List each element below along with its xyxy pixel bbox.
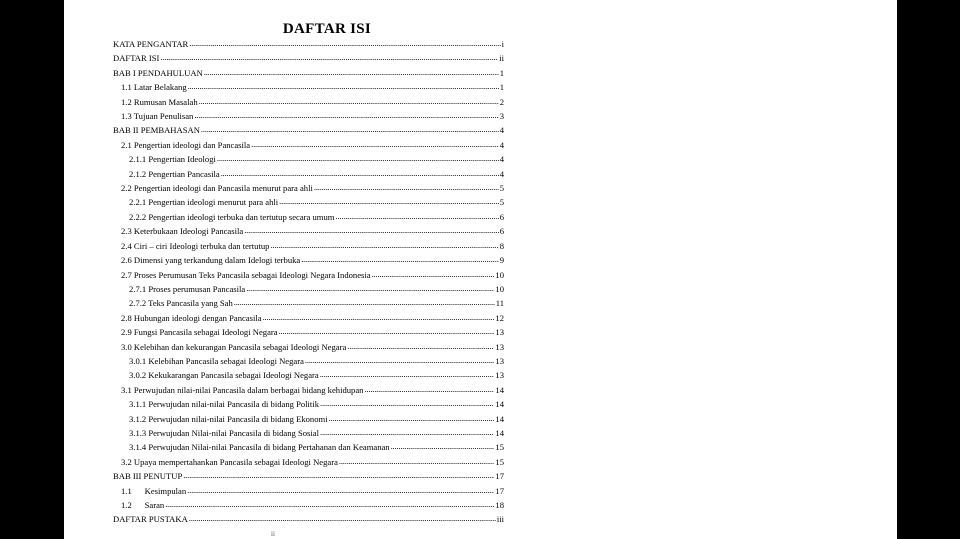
toc-entry-page: 15 [495,442,504,453]
table-of-contents [113,37,504,527]
toc-entry-text: 2.2.1 Pengertian ideologi menurut para ahli [129,197,279,208]
toc-entry-text: 1.2 Saran [121,500,165,510]
toc-entry-2-7-2[interactable] [113,296,504,310]
toc-entry-text: 3.0.2 Kekukarangan Pancasila sebagai Ideologi Negara [129,370,319,381]
toc-entry-3-1[interactable] [113,383,504,397]
toc-entry-kesimpulan[interactable] [113,484,504,498]
toc-entry-page: 5 [499,183,504,194]
toc-entry-page: 14 [495,399,504,410]
toc-dot-leader [305,353,494,367]
toc-entry-page: 2 [499,96,504,107]
toc-entry-page: 6 [499,211,504,222]
toc-entry-text: 3.1.4 Perwujudan Nilai-nilai Pancasila di bidang Pertahanan dan Keamanan [129,442,390,453]
toc-entry-page: 14 [495,384,504,395]
document-page [64,0,897,539]
toc-entry-text: DAFTAR ISI [113,53,160,64]
toc-entry-page: 1 [499,82,504,93]
toc-entry-daftar-isi[interactable] [113,51,504,65]
toc-entry-2-2[interactable] [113,181,504,195]
toc-dot-leader [335,209,498,223]
toc-entry-bab-3[interactable] [113,469,504,483]
toc-dot-leader [189,511,496,525]
toc-entry-text: 2.3 Keterbukaan Ideologi Pancasila [121,226,244,237]
toc-entry-page: 8 [499,240,504,251]
toc-entry-page: 18 [495,500,504,510]
toc-entry-page: 13 [495,341,504,352]
toc-dot-leader [189,36,500,50]
toc-entry-text: 2.4 Ciri – ciri Ideologi terbuka dan tertutup [121,240,270,251]
toc-entry-3-1-4[interactable] [113,440,504,454]
toc-entry-2-1[interactable] [113,138,504,152]
toc-entry-3-1-3[interactable] [113,426,504,440]
toc-entry-text: BAB II PEMBAHASAN [113,125,200,136]
toc-dot-leader [221,166,499,180]
toc-dot-leader [320,425,494,439]
toc-entry-text: 2.7.1 Proses perumusan Pancasila [129,283,246,294]
toc-entry-page: ii [499,53,504,64]
toc-entry-2-6[interactable] [113,253,504,267]
toc-dot-leader [246,281,494,295]
toc-entry-page: 14 [495,413,504,424]
toc-entry-page: 14 [495,427,504,438]
toc-dot-leader [199,94,499,108]
toc-entry-page: iii [496,514,504,525]
toc-entry-2-2-2[interactable] [113,210,504,224]
toc-entry-3-1-1[interactable] [113,397,504,411]
toc-entry-text: DAFTAR PUSTAKA [113,514,188,525]
toc-entry-text: KATA PENGANTAR [113,39,189,49]
toc-entry-2-3[interactable] [113,224,504,238]
toc-dot-leader [201,122,499,136]
toc-entry-page: 13 [495,327,504,338]
toc-dot-leader [329,411,495,425]
toc-entry-page: 15 [495,456,504,467]
toc-dot-leader [339,454,495,468]
toc-dot-leader [314,180,499,194]
toc-entry-2-9[interactable] [113,325,504,339]
toc-dot-leader [194,108,498,122]
toc-dot-leader [320,367,495,381]
toc-entry-daftar-pustaka[interactable] [113,512,504,526]
toc-dot-leader [263,310,495,324]
toc-dot-leader [204,65,499,79]
toc-entry-page: 1 [499,67,504,78]
toc-dot-leader [187,483,494,497]
toc-dot-leader [279,324,495,338]
toc-dot-leader [251,137,499,151]
toc-entry-1-2[interactable] [113,95,504,109]
toc-entry-1-3[interactable] [113,109,504,123]
toc-entry-page: 13 [495,355,504,366]
toc-entry-text: 3.2 Upaya mempertahankan Pancasila sebagai Ideologi Negara [121,456,338,467]
toc-entry-page: 10 [495,269,504,280]
toc-dot-leader [217,151,499,165]
toc-entry-text: 2.7 Proses Perumusan Teks Pancasila sebagai Ideologi Negara Indonesia [121,269,371,280]
toc-entry-text: 1.2 Rumusan Masalah [121,96,198,107]
toc-dot-leader [320,396,494,410]
toc-entry-text: BAB I PENDAHULUAN [113,67,203,78]
toc-entry-text: 1.1 Latar Belakang [121,82,187,93]
toc-entry-3-1-2[interactable] [113,412,504,426]
toc-entry-text: 3.1.1 Perwujudan nilai-nilai Pancasila di bidang Politik [129,399,319,410]
toc-dot-leader [301,252,498,266]
toc-entry-3-0-2[interactable] [113,368,504,382]
toc-entry-3-0[interactable] [113,340,504,354]
toc-entry-text: 2.1.2 Pengertian Pancasila [129,168,220,179]
toc-entry-page: 17 [495,485,504,496]
toc-dot-leader [234,295,495,309]
toc-entry-page: 5 [499,197,504,208]
toc-entry-2-1-1[interactable] [113,152,504,166]
toc-entry-text: 1.1 Kesimpulan [121,485,187,496]
toc-dot-leader [347,339,494,353]
toc-entry-page: 3 [499,111,504,122]
toc-entry-page: 9 [499,255,504,266]
toc-entry-text: 1.3 Tujuan Penulisan [121,111,194,122]
toc-entry-2-2-1[interactable] [113,195,504,209]
toc-entry-kata-pengantar[interactable] [113,37,504,51]
toc-entry-2-7[interactable] [113,268,504,282]
toc-entry-text: 2.8 Hubungan ideologi dengan Pancasila [121,312,262,323]
toc-entry-text: 3.1.2 Perwujudan nilai-nilai Pancasila di bidang Ekonomi [129,413,328,424]
toc-entry-text: 2.6 Dimensi yang terkandung dalam Idelogi terbuka [121,255,301,266]
toc-entry-bab-2[interactable] [113,123,504,137]
toc-entry-3-2[interactable] [113,455,504,469]
toc-entry-page: i [501,39,504,49]
toc-entry-2-1-2[interactable] [113,167,504,181]
toc-dot-leader [364,382,494,396]
toc-entry-page: 17 [495,471,504,482]
toc-dot-leader [372,267,495,281]
toc-entry-bab-1[interactable] [113,66,504,80]
toc-entry-page: 11 [495,298,504,309]
toc-entry-page: 6 [499,226,504,237]
toc-dot-leader [279,194,499,208]
toc-entry-2-8[interactable] [113,311,504,325]
toc-entry-3-0-1[interactable] [113,354,504,368]
toc-dot-leader [391,439,495,453]
toc-entry-text: 2.2.2 Pengertian ideologi terbuka dan tertutup secara umum [129,211,335,222]
toc-entry-text: 2.1.1 Pengertian Ideologi [129,154,216,165]
toc-title: DAFTAR ISI [282,21,372,37]
toc-entry-page: 4 [499,125,504,136]
toc-entry-text: 2.2 Pengertian ideologi dan Pancasila menurut para ahli [121,183,313,194]
toc-entry-2-7-1[interactable] [113,282,504,296]
toc-dot-leader [270,238,498,252]
toc-entry-text: 3.1 Perwujudan nilai-nilai Pancasila dalam berbagai bidang kehidupan [121,384,364,395]
toc-entry-text: 3.0.1 Kelebihan Pancasila sebagai Ideologi Negara [129,355,304,366]
toc-dot-leader [183,468,494,482]
toc-entry-page: 10 [495,283,504,294]
toc-dot-leader [165,497,494,511]
toc-entry-page: 12 [495,312,504,323]
toc-entry-text: 2.1 Pengertian ideologi dan Pancasila [121,139,251,150]
toc-entry-page: 4 [499,139,504,150]
toc-entry-page: 4 [499,154,504,165]
toc-entry-page: 13 [495,370,504,381]
toc-dot-leader [160,50,498,64]
toc-dot-leader [244,223,499,237]
toc-entry-2-4[interactable] [113,239,504,253]
toc-entry-text: 3.0 Kelebihan dan kekurangan Pancasila sebagai Ideologi Negara [121,341,347,352]
toc-entry-1-1[interactable] [113,80,504,94]
toc-entry-text: 2.7.2 Teks Pancasila yang Sah [129,298,233,309]
page-number-footer: ii [271,530,275,538]
toc-entry-text: BAB III PENUTUP [113,471,183,482]
toc-dot-leader [188,79,499,93]
toc-entry-text: 2.9 Fungsi Pancasila sebagai Ideologi Negara [121,327,278,338]
toc-entry-page: 4 [499,168,504,179]
toc-entry-text: 3.1.3 Perwujudan Nilai-nilai Pancasila di bidang Sosial [129,427,319,438]
toc-entry-saran[interactable] [113,498,504,512]
